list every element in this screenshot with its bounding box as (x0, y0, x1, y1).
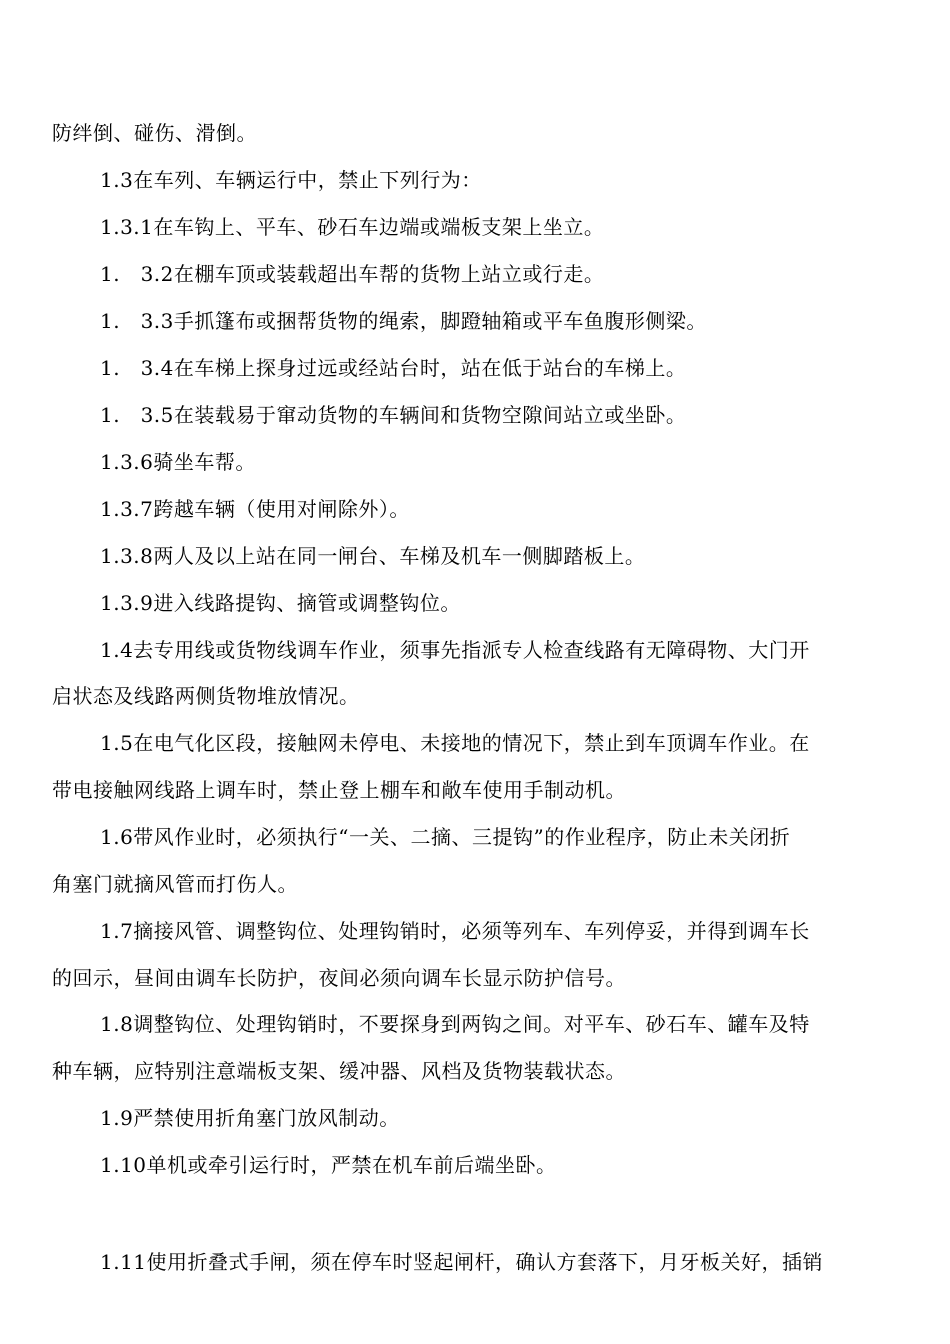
text-line-15: 带电接触网线路上调车时，禁止登上棚车和敞车使用手制动机。 (52, 778, 626, 802)
text-line-5: 1. 3.3手抓篷布或捆帮货物的绳索，脚蹬轴箱或平车鱼腹形侧梁。 (100, 309, 707, 333)
text-line-6: 1. 3.4在车梯上探身过远或经站台时，站在低于站台的车梯上。 (100, 356, 687, 380)
text-line-7: 1. 3.5在装载易于窜动货物的车辆间和货物空隙间站立或坐卧。 (100, 403, 687, 427)
text-line-17: 角塞门就摘风管而打伤人。 (52, 872, 298, 896)
text-line-20: 1.8调整钩位、处理钩销时，不要探身到两钩之间。对平车、砂石车、罐车及特 (100, 1012, 810, 1036)
text-line-23: 1.10单机或牵引运行时，严禁在机车前后端坐卧。 (100, 1153, 557, 1177)
text-line-18: 1.7摘接风管、调整钩位、处理钩销时，必须等列车、车列停妥，并得到调车长 (100, 919, 810, 943)
text-line-19: 的回示，昼间由调车长防护，夜间必须向调车长显示防护信号。 (52, 966, 626, 990)
text-line-3: 1.3.1在车钩上、平车、砂石车边端或端板支架上坐立。 (100, 215, 605, 239)
text-line-12: 1.4去专用线或货物线调车作业，须事先指派专人检查线路有无障碍物、大门开 (100, 638, 810, 662)
text-line-21: 种车辆，应特别注意端板支架、缓冲器、风档及货物装载状态。 (52, 1059, 626, 1083)
text-line-16: 1.6带风作业时，必须执行“一关、二摘、三提钩”的作业程序，防止未关闭折 (100, 825, 791, 849)
text-line-14: 1.5在电气化区段，接触网未停电、未接地的情况下，禁止到车顶调车作业。在 (100, 731, 810, 755)
text-line-13: 启状态及线路两侧货物堆放情况。 (52, 684, 360, 708)
text-line-24: 1.11使用折叠式手闸，须在停车时竖起闸杆，确认方套落下，月牙板关好，插销 (100, 1250, 824, 1274)
text-line-8: 1.3.6骑坐车帮。 (100, 450, 256, 474)
text-line-10: 1.3.8两人及以上站在同一闸台、车梯及机车一侧脚踏板上。 (100, 544, 646, 568)
text-line-11: 1.3.9进入线路提钩、摘管或调整钩位。 (100, 591, 461, 615)
text-line-9: 1.3.7跨越车辆（使用对闸除外）。 (100, 497, 410, 521)
text-line-2: 1.3在车列、车辆运行中，禁止下列行为： (100, 168, 482, 192)
text-line-1: 防绊倒、碰伤、滑倒。 (52, 121, 257, 145)
text-line-22: 1.9严禁使用折角塞门放风制动。 (100, 1106, 400, 1130)
text-line-4: 1. 3.2在棚车顶或装载超出车帮的货物上站立或行走。 (100, 262, 605, 286)
